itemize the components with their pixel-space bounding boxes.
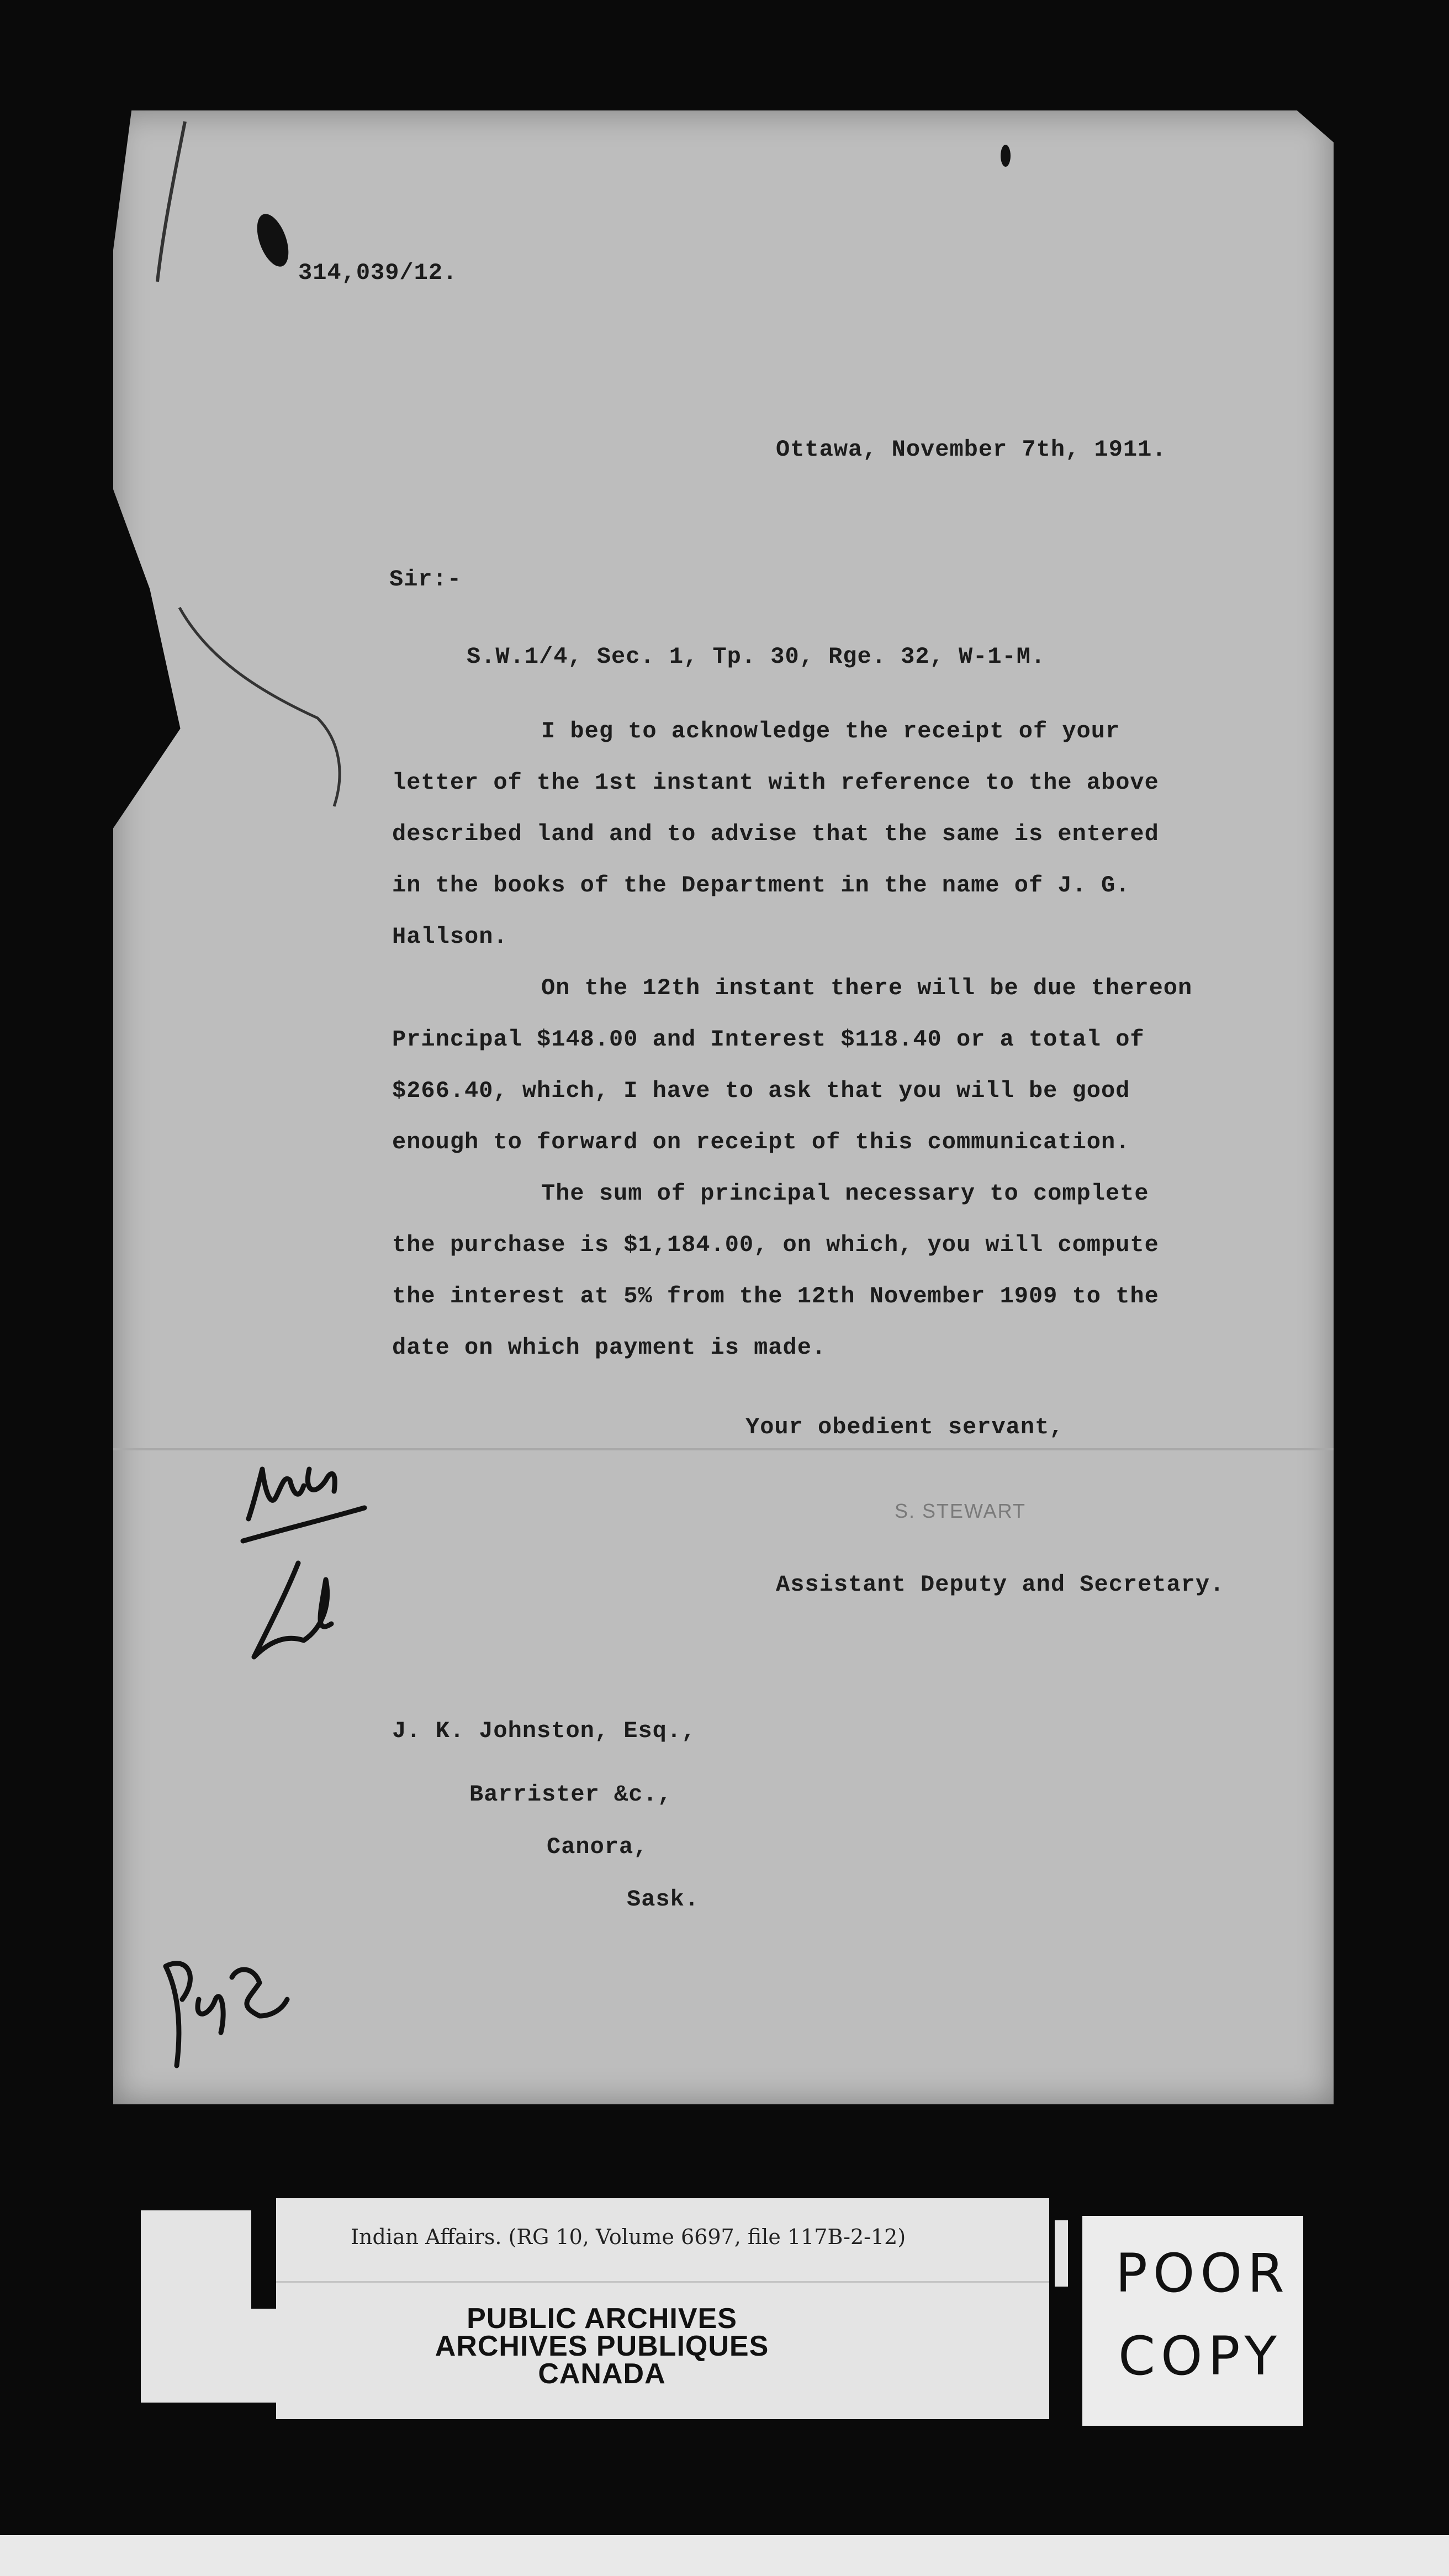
subject-line: S.W.1/4, Sec. 1, Tp. 30, Rge. 32, W-1-M. bbox=[467, 643, 1046, 670]
archive-label-tab bbox=[141, 2309, 276, 2403]
archive-country: CANADA bbox=[538, 2358, 666, 2390]
body-line: $266.40, which, I have to ask that you will be good bbox=[392, 1078, 1130, 1104]
body-line: On the 12th instant there will be due thereon bbox=[541, 975, 1193, 1001]
body-line: described land and to advise that the same is entered bbox=[392, 821, 1159, 847]
body-line: letter of the 1st instant with reference to the above bbox=[392, 769, 1159, 796]
copy-word: COPY bbox=[1118, 2325, 1283, 2387]
archive-label-edge bbox=[1055, 2220, 1068, 2287]
archive-title-fr: ARCHIVES PUBLIQUES bbox=[435, 2330, 769, 2362]
file-number: 314,039/12. bbox=[298, 260, 458, 286]
label-divider bbox=[276, 2281, 1049, 2283]
body-line: the interest at 5% from the 12th November 1909 to the bbox=[392, 1283, 1159, 1310]
body-line: the purchase is $1,184.00, on which, you will compute bbox=[392, 1232, 1159, 1258]
body-line: I beg to acknowledge the receipt of your bbox=[541, 718, 1120, 745]
signatory-stamp: S. STEWART bbox=[895, 1500, 1027, 1522]
archive-label-tab bbox=[141, 2210, 251, 2309]
addressee-town: Canora, bbox=[547, 1834, 648, 1860]
addressee-province: Sask. bbox=[627, 1886, 700, 1913]
handwritten-initials bbox=[237, 1447, 381, 1679]
ink-speck bbox=[1001, 145, 1011, 167]
scan-bottom-strip bbox=[0, 2535, 1449, 2576]
body-line: Hallson. bbox=[392, 923, 508, 950]
torn-edge-lines bbox=[113, 110, 500, 828]
archive-reference: Indian Affairs. (RG 10, Volume 6697, file 117B-2-12) bbox=[351, 2225, 906, 2249]
signatory-title: Assistant Deputy and Secretary. bbox=[776, 1571, 1225, 1598]
body-line: Principal $148.00 and Interest $118.40 or a total of bbox=[392, 1026, 1145, 1053]
salutation: Sir:- bbox=[389, 566, 462, 593]
body-line: in the books of the Department in the name of J. G. bbox=[392, 872, 1130, 899]
body-line: date on which payment is made. bbox=[392, 1334, 827, 1361]
closing: Your obedient servant, bbox=[745, 1414, 1064, 1440]
body-line: enough to forward on receipt of this communication. bbox=[392, 1129, 1130, 1155]
handwritten-initials bbox=[149, 1944, 293, 2077]
addressee-name: J. K. Johnston, Esq., bbox=[392, 1718, 696, 1744]
archive-title-en: PUBLIC ARCHIVES bbox=[467, 2303, 737, 2335]
addressee-occupation: Barrister &c., bbox=[469, 1781, 672, 1808]
dateline: Ottawa, November 7th, 1911. bbox=[776, 436, 1167, 463]
body-line: The sum of principal necessary to complete bbox=[541, 1180, 1149, 1207]
poor-copy-word: POOR bbox=[1115, 2242, 1290, 2304]
